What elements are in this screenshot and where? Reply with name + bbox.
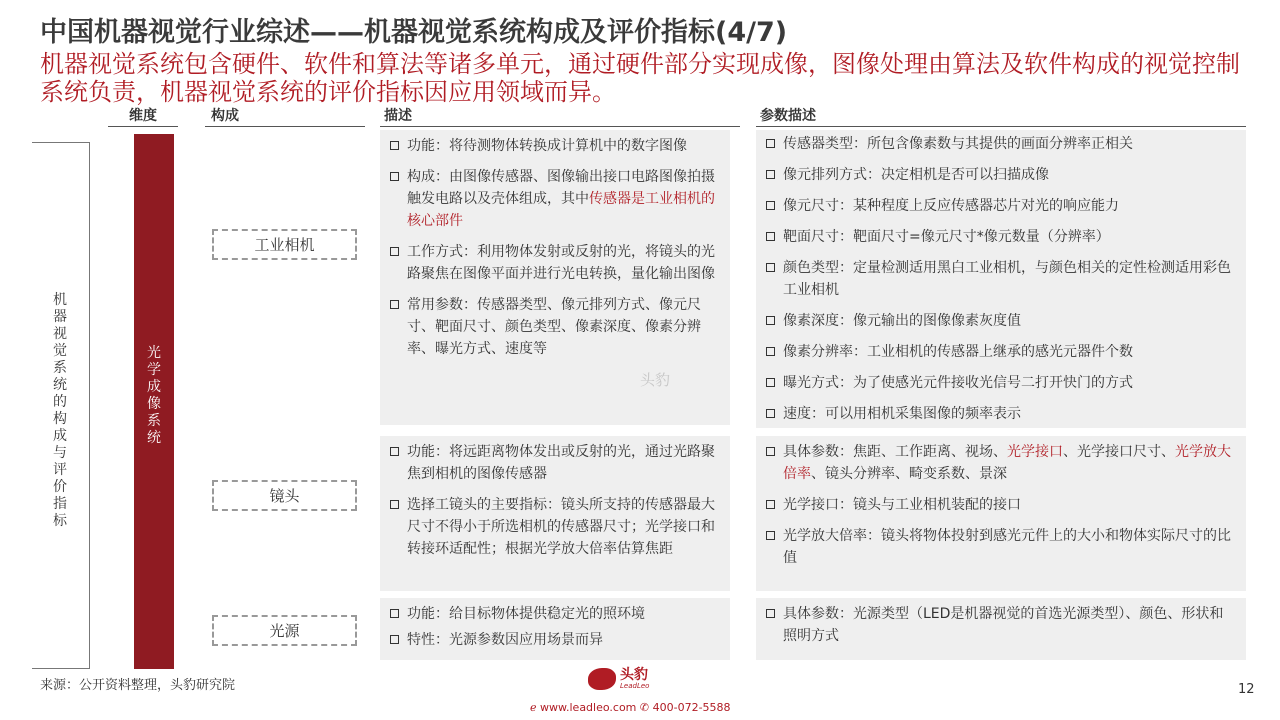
checkbox-bullet-icon	[766, 409, 775, 418]
page-title: 中国机器视觉行业综述——机器视觉系统构成及评价指标(4/7)	[40, 17, 788, 48]
list-item: 具体参数：焦距、工作距离、视场、光学接口、光学接口尺寸、光学放大倍率、镜头分辨率、畸变系数、景深	[766, 441, 1236, 485]
contact-info	[530, 701, 731, 714]
list-item: 具体参数：光源类型（LED是机器视觉的首选光源类型）、颜色、形状和照明方式	[766, 603, 1236, 647]
list-item: 光学接口：镜头与工业相机装配的接口	[766, 494, 1236, 516]
list-item: 传感器类型：所包含像素数与其提供的画面分辨率正相关	[766, 133, 1236, 155]
list-item: 曝光方式：为了使感光元件接收光信号二打开快门的方式	[766, 372, 1236, 394]
checkbox-bullet-icon	[766, 531, 775, 540]
lens-params-box	[756, 436, 1246, 591]
checkbox-bullet-icon	[390, 500, 399, 509]
checkbox-bullet-icon	[390, 300, 399, 309]
brand-logo: 头豹 LeadLeo	[588, 668, 649, 690]
checkbox-bullet-icon	[766, 378, 775, 387]
checkbox-bullet-icon	[390, 447, 399, 456]
list-item: 像素分辨率：工业相机的传感器上继承的感光元器件个数	[766, 341, 1236, 363]
list-item: 特性：光源参数因应用场景而异	[390, 629, 720, 651]
checkbox-bullet-icon	[766, 139, 775, 148]
system-label: 机器视觉系统的构成与评价指标	[53, 292, 67, 529]
component-lens: 镜头	[212, 480, 357, 511]
col-header-parameters: 参数描述	[756, 105, 1246, 127]
checkbox-bullet-icon	[766, 263, 775, 272]
col-header-dimension: 维度	[108, 105, 178, 127]
phone-number: 400-072-5588	[652, 701, 731, 714]
list-item: 光学放大倍率：镜头将物体投射到感光元件上的大小和物体实际尺寸的比值	[766, 525, 1236, 569]
dimension-label: 光学成像系统	[147, 345, 161, 446]
checkbox-bullet-icon	[390, 247, 399, 256]
checkbox-bullet-icon	[766, 232, 775, 241]
list-item: 选择工镜头的主要指标：镜头所支持的传感器最大尺寸不得小于所选相机的传感器尺寸；光学接口和转接环适配性；根据光学放大倍率估算焦距	[390, 494, 720, 560]
list-item: 工作方式：利用物体发射或反射的光，将镜头的光路聚焦在图像平面并进行光电转换，量化输出图像	[390, 241, 720, 285]
list-item: 常用参数：传感器类型、像元排列方式、像元尺寸、靶面尺寸、颜色类型、像素深度、像素分辨率、曝光方式、速度等	[390, 294, 720, 360]
list-item: 颜色类型：定量检测适用黑白工业相机，与颜色相关的定性检测适用彩色工业相机	[766, 257, 1236, 301]
col-header-description: 描述	[380, 105, 740, 127]
checkbox-bullet-icon	[766, 316, 775, 325]
list-item: 速度：可以用相机采集图像的频率表示	[766, 403, 1236, 425]
phone-icon: ✆	[639, 701, 653, 714]
light-params-box	[756, 598, 1246, 660]
list-item: 靶面尺寸：靶面尺寸=像元尺寸*像元数量（分辨率）	[766, 226, 1236, 248]
lens-desc-box	[380, 436, 730, 591]
website-link[interactable]: www.leadleo.com	[540, 701, 637, 714]
component-camera: 工业相机	[212, 229, 357, 260]
leopard-logo-icon	[588, 668, 616, 690]
list-item: 构成：由图像传感器、图像输出接口电路图像拍摄触发电路以及壳体组成，其中传感器是工业相机的核心部件	[390, 166, 720, 232]
list-item: 功能：将待测物体转换成计算机中的数字图像	[390, 135, 720, 157]
web-icon: ℯ	[530, 701, 541, 714]
camera-params-box	[756, 130, 1246, 428]
list-item: 像元排列方式：决定相机是否可以扫描成像	[766, 164, 1236, 186]
checkbox-bullet-icon	[390, 635, 399, 644]
checkbox-bullet-icon	[766, 201, 775, 210]
component-light: 光源	[212, 615, 357, 646]
checkbox-bullet-icon	[766, 609, 775, 618]
light-desc-box	[380, 598, 730, 660]
list-item: 像元尺寸：某种程度上反应传感器芯片对光的响应能力	[766, 195, 1236, 217]
list-item: 功能：给目标物体提供稳定光的照环境	[390, 603, 720, 625]
page-number: 12	[1238, 682, 1255, 697]
checkbox-bullet-icon	[390, 172, 399, 181]
checkbox-bullet-icon	[390, 609, 399, 618]
page-subtitle: 机器视觉系统包含硬件、软件和算法等诸多单元，通过硬件部分实现成像，图像处理由算法及软件构成的视觉控制系统负责，机器视觉系统的评价指标因应用领域而异。	[40, 50, 1240, 106]
checkbox-bullet-icon	[766, 170, 775, 179]
source-note: 来源：公开资料整理，头豹研究院	[40, 678, 236, 693]
checkbox-bullet-icon	[390, 141, 399, 150]
list-item: 像素深度：像元输出的图像像素灰度值	[766, 310, 1236, 332]
col-header-composition: 构成	[205, 105, 365, 127]
checkbox-bullet-icon	[766, 447, 775, 456]
list-item: 功能：将远距离物体发出或反射的光，通过光路聚焦到相机的图像传感器	[390, 441, 720, 485]
watermark: 头豹	[639, 371, 670, 389]
checkbox-bullet-icon	[766, 347, 775, 356]
checkbox-bullet-icon	[766, 500, 775, 509]
